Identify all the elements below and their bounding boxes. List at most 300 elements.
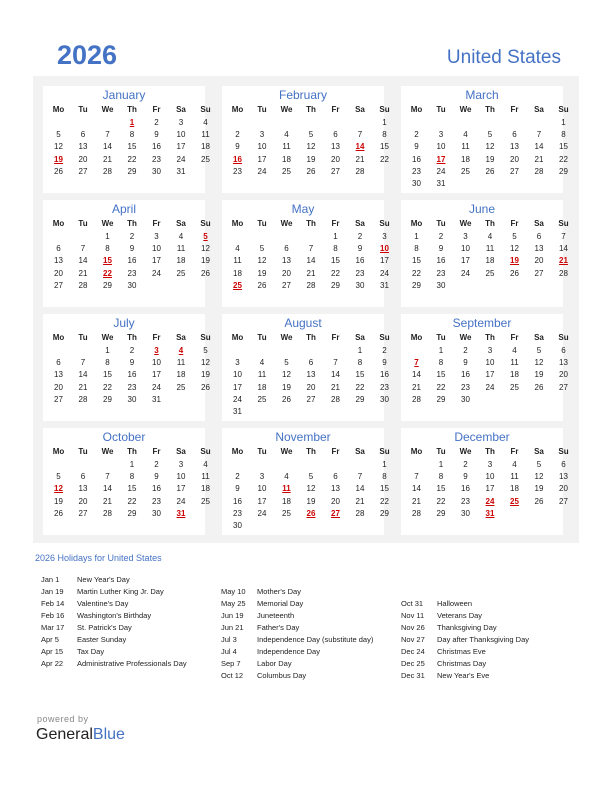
- weekday-header: Tu: [436, 219, 446, 228]
- day-cell: 10: [176, 130, 186, 140]
- day-cell: 9: [357, 244, 363, 254]
- day-cell: 27: [534, 268, 544, 278]
- day-cell: 6: [333, 130, 338, 140]
- holiday-item: [41, 598, 221, 610]
- day-cell: 26: [201, 268, 210, 278]
- day-cell: 3: [178, 118, 184, 127]
- day-cell: 9: [154, 472, 159, 482]
- day-cell: 16: [412, 154, 421, 164]
- month-february: [222, 86, 390, 193]
- day-cell: 14: [355, 484, 365, 494]
- day-cell: 22: [436, 496, 446, 506]
- day-cell: 26: [54, 166, 63, 176]
- day-cell: 30: [233, 521, 242, 530]
- holidays-title: 2026 Holidays for United States: [35, 553, 162, 563]
- day-cell: 7: [105, 130, 110, 140]
- weekday-header: Su: [558, 447, 569, 456]
- day-cell: 1: [382, 460, 387, 469]
- day-cell: 3: [463, 232, 468, 241]
- day-cell: 27: [306, 394, 316, 404]
- weekday-header: Sa: [534, 447, 544, 456]
- day-cell: 25: [257, 394, 267, 404]
- weekday-header: Fr: [331, 219, 340, 228]
- weekday-header: Mo: [52, 447, 65, 456]
- day-cell: 16: [152, 484, 161, 494]
- day-cell: 29: [127, 166, 137, 176]
- day-cell: 1: [105, 232, 110, 241]
- day-cell: 7: [561, 232, 566, 241]
- day-cell: 7: [536, 130, 542, 140]
- day-cell: 13: [559, 472, 568, 482]
- day-cell: 2: [463, 460, 468, 469]
- day-cell: 21: [412, 382, 421, 392]
- day-cell: 15: [436, 370, 446, 380]
- holiday-day-cell: 21: [559, 256, 568, 266]
- weekday-header: Fr: [510, 447, 519, 456]
- day-cell: 19: [306, 154, 316, 164]
- day-cell: 26: [54, 508, 63, 518]
- day-cell: 14: [331, 370, 340, 380]
- holiday-column: [401, 598, 581, 682]
- day-cell: 17: [257, 154, 267, 164]
- month-title: January: [102, 88, 146, 102]
- holiday-day-cell: 7: [414, 358, 419, 368]
- day-cell: 6: [56, 244, 61, 254]
- day-cell: 28: [559, 268, 568, 278]
- day-cell: 8: [561, 130, 566, 140]
- holiday-date: Apr 15: [41, 647, 64, 656]
- weekday-header: Tu: [257, 333, 267, 342]
- holiday-day-cell: 16: [233, 154, 242, 164]
- weekday-header: Mo: [410, 219, 423, 228]
- month-title: June: [468, 202, 496, 216]
- month-title: April: [111, 202, 136, 216]
- day-cell: 3: [154, 232, 159, 241]
- weekday-header: Th: [485, 105, 495, 114]
- day-cell: 21: [306, 268, 316, 278]
- holiday-date: Sep 7: [221, 659, 241, 668]
- day-cell: 19: [534, 484, 544, 494]
- day-cell: 10: [436, 142, 446, 152]
- day-cell: 4: [512, 460, 517, 469]
- day-cell: 8: [438, 358, 444, 368]
- holiday-name: Valentine's Day: [77, 599, 129, 608]
- day-cell: 22: [127, 154, 137, 164]
- day-cell: 20: [306, 382, 316, 392]
- day-cell: 19: [257, 268, 267, 278]
- holiday-item: [401, 634, 581, 646]
- day-cell: 27: [78, 166, 88, 176]
- weekday-header: Su: [558, 219, 569, 228]
- day-cell: 16: [461, 484, 470, 494]
- day-cell: 17: [176, 484, 186, 494]
- holiday-date: May 25: [221, 599, 246, 608]
- holiday-day-cell: 26: [306, 508, 316, 518]
- day-cell: 14: [78, 370, 88, 380]
- day-cell: 15: [559, 142, 568, 152]
- weekday-header: Su: [558, 333, 569, 342]
- day-cell: 9: [154, 130, 159, 140]
- day-cell: 24: [461, 268, 470, 278]
- day-cell: 6: [284, 244, 289, 254]
- day-cell: 27: [331, 166, 340, 176]
- day-cell: 6: [80, 130, 86, 140]
- day-cell: 10: [485, 472, 495, 482]
- day-cell: 20: [534, 256, 544, 266]
- day-cell: 4: [178, 232, 184, 241]
- day-cell: 24: [152, 382, 161, 392]
- month-july: [43, 314, 211, 421]
- day-cell: 18: [282, 496, 291, 506]
- day-cell: 13: [54, 370, 63, 380]
- holiday-day-cell: 19: [54, 154, 63, 164]
- holiday-day-cell: 15: [103, 256, 112, 266]
- holiday-name: Juneteenth: [257, 611, 295, 620]
- day-cell: 11: [201, 472, 210, 482]
- month-august: [222, 314, 390, 421]
- month-title: September: [452, 316, 512, 330]
- day-cell: 1: [129, 460, 135, 469]
- day-cell: 16: [127, 370, 137, 380]
- day-cell: 27: [510, 166, 519, 176]
- day-cell: 29: [559, 166, 568, 176]
- day-cell: 28: [331, 394, 340, 404]
- day-cell: 14: [559, 244, 568, 254]
- day-cell: 6: [308, 358, 314, 368]
- day-cell: 13: [510, 142, 519, 152]
- day-cell: 13: [306, 370, 316, 380]
- month-title: December: [454, 430, 510, 444]
- day-cell: 8: [129, 472, 135, 482]
- weekday-header: Tu: [436, 333, 446, 342]
- day-cell: 14: [412, 370, 421, 380]
- day-cell: 9: [438, 244, 444, 254]
- holiday-item: [41, 574, 221, 586]
- day-cell: 12: [201, 244, 210, 254]
- holiday-date: Dec 25: [401, 659, 425, 668]
- holiday-day-cell: 25: [510, 496, 519, 506]
- day-cell: 4: [284, 472, 289, 482]
- holiday-name: Father's Day: [257, 623, 300, 632]
- holiday-item: [221, 622, 401, 634]
- day-cell: 20: [331, 496, 340, 506]
- day-cell: 21: [103, 154, 112, 164]
- day-cell: 17: [380, 256, 389, 266]
- country-name: United States: [446, 47, 561, 68]
- day-cell: 24: [176, 496, 186, 506]
- day-cell: 7: [80, 358, 86, 368]
- day-cell: 21: [534, 154, 544, 164]
- weekday-header: Fr: [152, 105, 161, 114]
- weekday-header: We: [101, 219, 114, 228]
- day-cell: 20: [54, 382, 63, 392]
- month-title: November: [275, 430, 331, 444]
- day-cell: 31: [380, 280, 389, 290]
- month-october: [43, 428, 211, 535]
- day-cell: 23: [127, 268, 137, 278]
- day-cell: 24: [380, 268, 389, 278]
- day-cell: 17: [233, 382, 242, 392]
- weekday-header: Sa: [534, 333, 544, 342]
- powered-by-text: powered by: [37, 714, 89, 724]
- day-cell: 26: [257, 280, 267, 290]
- weekday-header: Th: [306, 105, 316, 114]
- holiday-day-cell: 12: [54, 484, 63, 494]
- weekday-header: Mo: [410, 333, 423, 342]
- holiday-date: Jun 19: [221, 611, 244, 620]
- holiday-name: Washington's Birthday: [77, 611, 152, 620]
- day-cell: 2: [235, 472, 240, 482]
- holiday-date: Feb 14: [41, 599, 65, 608]
- month-title: May: [291, 202, 315, 216]
- holiday-name: Veterans Day: [437, 611, 483, 620]
- holiday-item: [41, 646, 221, 658]
- day-cell: 12: [534, 472, 544, 482]
- day-cell: 22: [355, 382, 365, 392]
- day-cell: 19: [282, 382, 291, 392]
- weekday-header: Sa: [534, 219, 544, 228]
- weekday-header: Su: [200, 447, 211, 456]
- weekday-header: Tu: [257, 447, 267, 456]
- day-cell: 14: [306, 256, 316, 266]
- day-cell: 4: [203, 460, 208, 469]
- weekday-header: Fr: [152, 333, 161, 342]
- day-cell: 15: [103, 370, 112, 380]
- weekday-header: Sa: [534, 105, 544, 114]
- holiday-date: Apr 5: [41, 635, 59, 644]
- weekday-header: Sa: [176, 105, 186, 114]
- day-cell: 23: [233, 508, 242, 518]
- day-cell: 18: [510, 484, 519, 494]
- day-cell: 4: [203, 118, 208, 127]
- day-cell: 27: [54, 394, 63, 404]
- day-cell: 11: [510, 472, 519, 482]
- day-cell: 31: [152, 394, 161, 404]
- day-cell: 2: [357, 232, 363, 241]
- day-cell: 24: [485, 382, 495, 392]
- day-cell: 5: [308, 130, 314, 140]
- logo-general: General: [36, 726, 93, 743]
- day-cell: 12: [510, 244, 519, 254]
- weekday-header: Su: [200, 219, 211, 228]
- logo-blue: Blue: [92, 726, 125, 743]
- day-cell: 22: [559, 154, 568, 164]
- day-cell: 9: [235, 484, 240, 494]
- weekday-header: Mo: [52, 219, 65, 228]
- day-cell: 20: [54, 268, 63, 278]
- day-cell: 19: [485, 154, 495, 164]
- day-cell: 29: [355, 394, 365, 404]
- holiday-day-cell: 27: [331, 508, 340, 518]
- holiday-date: Nov 27: [401, 635, 425, 644]
- day-cell: 11: [461, 142, 470, 152]
- holiday-item: [401, 646, 581, 658]
- holiday-day-cell: 10: [380, 244, 389, 254]
- day-cell: 14: [534, 142, 544, 152]
- day-cell: 30: [152, 508, 161, 518]
- day-cell: 16: [233, 496, 242, 506]
- month-january: [43, 86, 211, 193]
- day-cell: 10: [233, 370, 242, 380]
- day-cell: 13: [78, 142, 88, 152]
- day-cell: 29: [380, 508, 389, 518]
- holiday-name: Martin Luther King Jr. Day: [77, 587, 164, 596]
- day-cell: 18: [176, 256, 186, 266]
- day-cell: 30: [355, 280, 365, 290]
- holiday-date: Jun 21: [221, 623, 244, 632]
- holiday-date: Oct 31: [401, 599, 424, 608]
- day-cell: 2: [382, 346, 387, 355]
- day-cell: 4: [235, 244, 240, 254]
- day-cell: 22: [380, 154, 389, 164]
- day-cell: 21: [78, 268, 88, 278]
- day-cell: 23: [152, 496, 161, 506]
- holiday-date: Mar 17: [41, 623, 65, 632]
- day-cell: 19: [306, 496, 316, 506]
- day-cell: 16: [380, 370, 389, 380]
- day-cell: 13: [559, 358, 568, 368]
- weekday-header: Mo: [231, 219, 244, 228]
- day-cell: 25: [461, 166, 470, 176]
- weekday-header: Mo: [231, 447, 244, 456]
- day-cell: 28: [103, 508, 112, 518]
- holiday-date: Feb 16: [41, 611, 65, 620]
- day-cell: 11: [257, 370, 267, 380]
- weekday-header: Tu: [78, 333, 88, 342]
- day-cell: 12: [534, 358, 544, 368]
- day-cell: 13: [331, 142, 340, 152]
- day-cell: 6: [56, 358, 61, 368]
- day-cell: 30: [380, 394, 389, 404]
- holiday-item: [221, 670, 401, 682]
- day-cell: 22: [412, 268, 421, 278]
- day-cell: 30: [152, 166, 161, 176]
- day-cell: 25: [485, 268, 495, 278]
- day-cell: 29: [331, 280, 340, 290]
- day-cell: 7: [414, 472, 419, 482]
- weekday-header: Su: [379, 105, 390, 114]
- holiday-day-cell: 19: [510, 256, 519, 266]
- weekday-header: Th: [485, 219, 495, 228]
- month-title: August: [284, 316, 322, 330]
- day-cell: 25: [176, 268, 186, 278]
- holiday-name: Independence Day (substitute day): [257, 635, 374, 644]
- day-cell: 2: [438, 232, 444, 241]
- day-cell: 17: [257, 496, 267, 506]
- holiday-name: St. Patrick's Day: [77, 623, 132, 632]
- weekday-header: Sa: [355, 447, 365, 456]
- day-cell: 7: [357, 472, 363, 482]
- day-cell: 9: [382, 358, 387, 368]
- weekday-header: We: [101, 447, 114, 456]
- day-cell: 24: [176, 154, 186, 164]
- day-cell: 30: [412, 179, 421, 188]
- holiday-date: Nov 11: [401, 611, 425, 620]
- day-cell: 10: [176, 472, 186, 482]
- day-cell: 31: [436, 179, 446, 188]
- day-cell: 26: [534, 382, 544, 392]
- day-cell: 21: [103, 496, 112, 506]
- day-cell: 30: [461, 394, 470, 404]
- holiday-item: [221, 610, 401, 622]
- day-cell: 25: [510, 382, 519, 392]
- weekday-header: Su: [379, 447, 390, 456]
- weekday-header: Su: [200, 333, 211, 342]
- weekday-header: Sa: [176, 219, 186, 228]
- weekday-header: Th: [485, 447, 495, 456]
- day-cell: 6: [561, 346, 566, 355]
- day-cell: 27: [54, 280, 63, 290]
- day-cell: 11: [233, 256, 242, 266]
- day-cell: 11: [176, 244, 186, 254]
- holiday-item: [401, 670, 581, 682]
- day-cell: 29: [103, 280, 112, 290]
- day-cell: 21: [331, 382, 340, 392]
- day-cell: 1: [438, 346, 444, 355]
- day-cell: 24: [257, 508, 267, 518]
- holiday-item: [401, 598, 581, 610]
- weekday-header: Fr: [331, 447, 340, 456]
- day-cell: 18: [233, 268, 242, 278]
- holiday-date: May 10: [221, 587, 246, 596]
- day-cell: 23: [461, 496, 470, 506]
- weekday-header: Mo: [52, 333, 65, 342]
- day-cell: 15: [355, 370, 365, 380]
- day-cell: 17: [176, 142, 186, 152]
- day-cell: 18: [176, 370, 186, 380]
- weekday-header: Sa: [355, 333, 365, 342]
- day-cell: 23: [127, 382, 137, 392]
- day-cell: 22: [103, 382, 112, 392]
- day-cell: 5: [56, 130, 61, 140]
- day-cell: 3: [259, 472, 265, 482]
- day-cell: 31: [233, 407, 242, 416]
- day-cell: 18: [485, 256, 495, 266]
- day-cell: 8: [357, 358, 363, 368]
- day-cell: 17: [152, 256, 161, 266]
- day-cell: 8: [105, 244, 110, 254]
- holiday-item: [41, 610, 221, 622]
- day-cell: 27: [559, 382, 568, 392]
- weekday-header: We: [101, 105, 114, 114]
- day-cell: 8: [129, 130, 135, 140]
- day-cell: 6: [333, 472, 338, 482]
- holiday-name: New Year's Day: [77, 575, 130, 584]
- weekday-header: Fr: [510, 219, 519, 228]
- weekday-header: Tu: [257, 105, 267, 114]
- holiday-day-cell: 31: [176, 508, 186, 518]
- day-cell: 13: [78, 484, 88, 494]
- day-cell: 30: [461, 508, 470, 518]
- day-cell: 24: [152, 268, 161, 278]
- weekday-header: We: [280, 447, 293, 456]
- day-cell: 28: [103, 166, 112, 176]
- day-cell: 5: [487, 130, 493, 140]
- day-cell: 1: [357, 346, 363, 355]
- weekday-header: Th: [127, 447, 137, 456]
- day-cell: 12: [201, 358, 210, 368]
- day-cell: 26: [534, 496, 544, 506]
- day-cell: 12: [306, 142, 316, 152]
- day-cell: 2: [154, 460, 159, 469]
- weekday-header: Fr: [152, 219, 161, 228]
- day-cell: 3: [382, 232, 387, 241]
- weekday-header: Mo: [231, 333, 244, 342]
- holiday-item: [41, 634, 221, 646]
- holiday-name: Administrative Professionals Day: [77, 659, 187, 668]
- weekday-header: Tu: [78, 105, 88, 114]
- holiday-item: [221, 658, 401, 670]
